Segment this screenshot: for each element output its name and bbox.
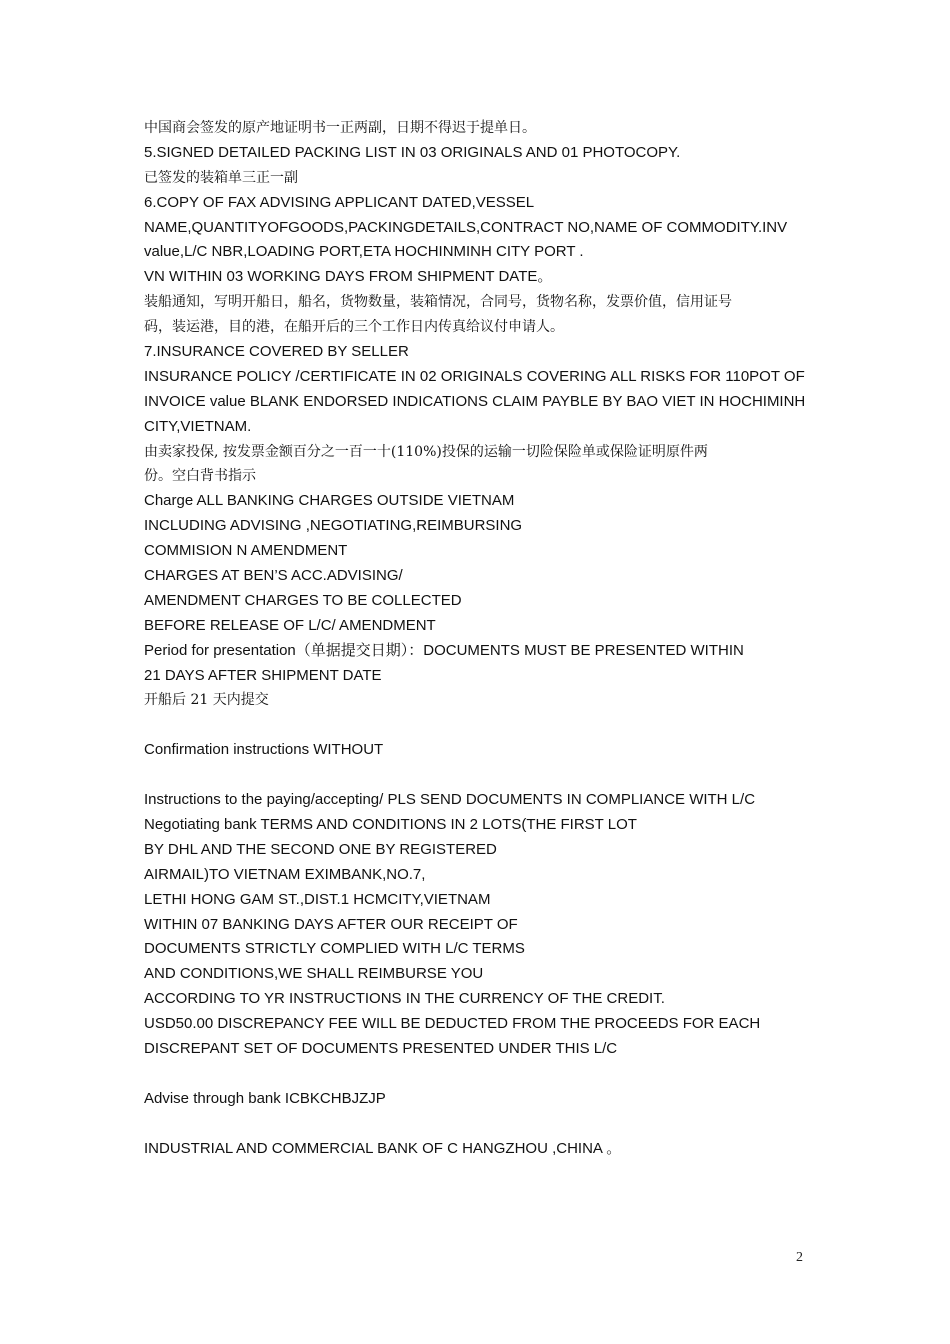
text-line: LETHI HONG GAM ST.,DIST.1 HCMCITY,VIETNAM xyxy=(144,890,491,908)
text-line: INDUSTRIAL AND COMMERCIAL BANK OF C HANGZHOU ,CHINA 。 xyxy=(144,1139,622,1157)
blank-line xyxy=(144,713,824,738)
text-line: Period for presentation（单据提交日期）：DOCUMENTS MUST BE PRESENTED WITHIN xyxy=(144,641,744,659)
text-line: Advise through bank ICBKCHBJZJP xyxy=(144,1089,386,1107)
text-line: INVOICE value BLANK ENDORSED INDICATIONS CLAIM PAYBLE BY BAO VIET IN HOCHIMINH xyxy=(144,392,806,410)
text-line: VN WITHIN 03 WORKING DAYS FROM SHIPMENT DATE。 xyxy=(144,268,553,286)
text-line: WITHIN 07 BANKING DAYS AFTER OUR RECEIPT OF xyxy=(144,915,518,933)
text-line: NAME,QUANTITYOFGOODS,PACKINGDETAILS,CONTRACT NO,NAME OF COMMODITY.INV xyxy=(144,218,788,236)
text-line: 由卖家投保, 按发票金额百分之一百一十(110%)投保的运输一切险保险单或保险证明原件两 xyxy=(144,443,708,460)
text-line: USD50.00 DISCREPANCY FEE WILL BE DEDUCTED FROM THE PROCEEDS FOR EACH xyxy=(144,1015,761,1033)
text-line: 份。空白背书指示 xyxy=(144,468,256,485)
text-line: 5.SIGNED DETAILED PACKING LIST IN 03 ORIGINALS AND 01 PHOTOCOPY. xyxy=(144,143,681,161)
text-line: value,L/C NBR,LOADING PORT,ETA HOCHINMINH CITY PORT . xyxy=(144,243,584,261)
text-line: 码，装运港，目的港，在船开后的三个工作日内传真给议付申请人。 xyxy=(144,319,564,336)
text-line: Instructions to the paying/accepting/ PLS SEND DOCUMENTS IN COMPLIANCE WITH L/C xyxy=(144,791,756,809)
text-line: Charge ALL BANKING CHARGES OUTSIDE VIETNAM xyxy=(144,492,515,510)
blank-line xyxy=(144,763,824,788)
page-number: 2 xyxy=(796,1250,803,1265)
text-line: 中国商会签发的原产地证明书一正两副，日期不得迟于提单日。 xyxy=(144,120,536,136)
text-line: DOCUMENTS STRICTLY COMPLIED WITH L/C TERMS xyxy=(144,940,525,958)
text-line: 装船通知，写明开船日，船名，货物数量，装箱情况，合同号，货物名称，发票价值，信用证号 xyxy=(144,294,732,311)
text-line: ACCORDING TO YR INSTRUCTIONS IN THE CURRENCY OF THE CREDIT. xyxy=(144,990,665,1008)
text-line: BEFORE RELEASE OF L/C/ AMENDMENT xyxy=(144,616,436,634)
text-line: 6.COPY OF FAX ADVISING APPLICANT DATED,VESSEL xyxy=(144,193,535,211)
text-line: AND CONDITIONS,WE SHALL REIMBURSE YOU xyxy=(144,965,484,983)
text-line: 7.INSURANCE COVERED BY SELLER xyxy=(144,343,409,361)
blank-line xyxy=(144,1062,824,1087)
text-line: INCLUDING ADVISING ,NEGOTIATING,REIMBURSING xyxy=(144,517,523,535)
text-line: 已签发的装箱单三正一副 xyxy=(144,169,298,186)
text-line: Confirmation instructions WITHOUT xyxy=(144,741,384,759)
text-line: CITY,VIETNAM. xyxy=(144,417,252,435)
text-line: AIRMAIL)TO VIETNAM EXIMBANK,NO.7, xyxy=(144,865,426,883)
text-line: AMENDMENT CHARGES TO BE COLLECTED xyxy=(144,591,462,609)
text-line: 开船后 21 天内提交 xyxy=(144,692,269,709)
text-line: Negotiating bank TERMS AND CONDITIONS IN 2 LOTS(THE FIRST LOT xyxy=(144,815,637,833)
text-line: 21 DAYS AFTER SHIPMENT DATE xyxy=(144,666,382,684)
text-line: BY DHL AND THE SECOND ONE BY REGISTERED xyxy=(144,840,497,858)
text-line: COMMISION N AMENDMENT xyxy=(144,542,348,560)
text-line: INSURANCE POLICY /CERTIFICATE IN 02 ORIGINALS COVERING ALL RISKS FOR 110POT OF xyxy=(144,367,805,385)
document-page xyxy=(144,116,824,1161)
text-line: CHARGES AT BEN’S ACC.ADVISING/ xyxy=(144,567,403,585)
blank-line xyxy=(144,1112,824,1137)
text-line: DISCREPANT SET OF DOCUMENTS PRESENTED UNDER THIS L/C xyxy=(144,1039,618,1057)
